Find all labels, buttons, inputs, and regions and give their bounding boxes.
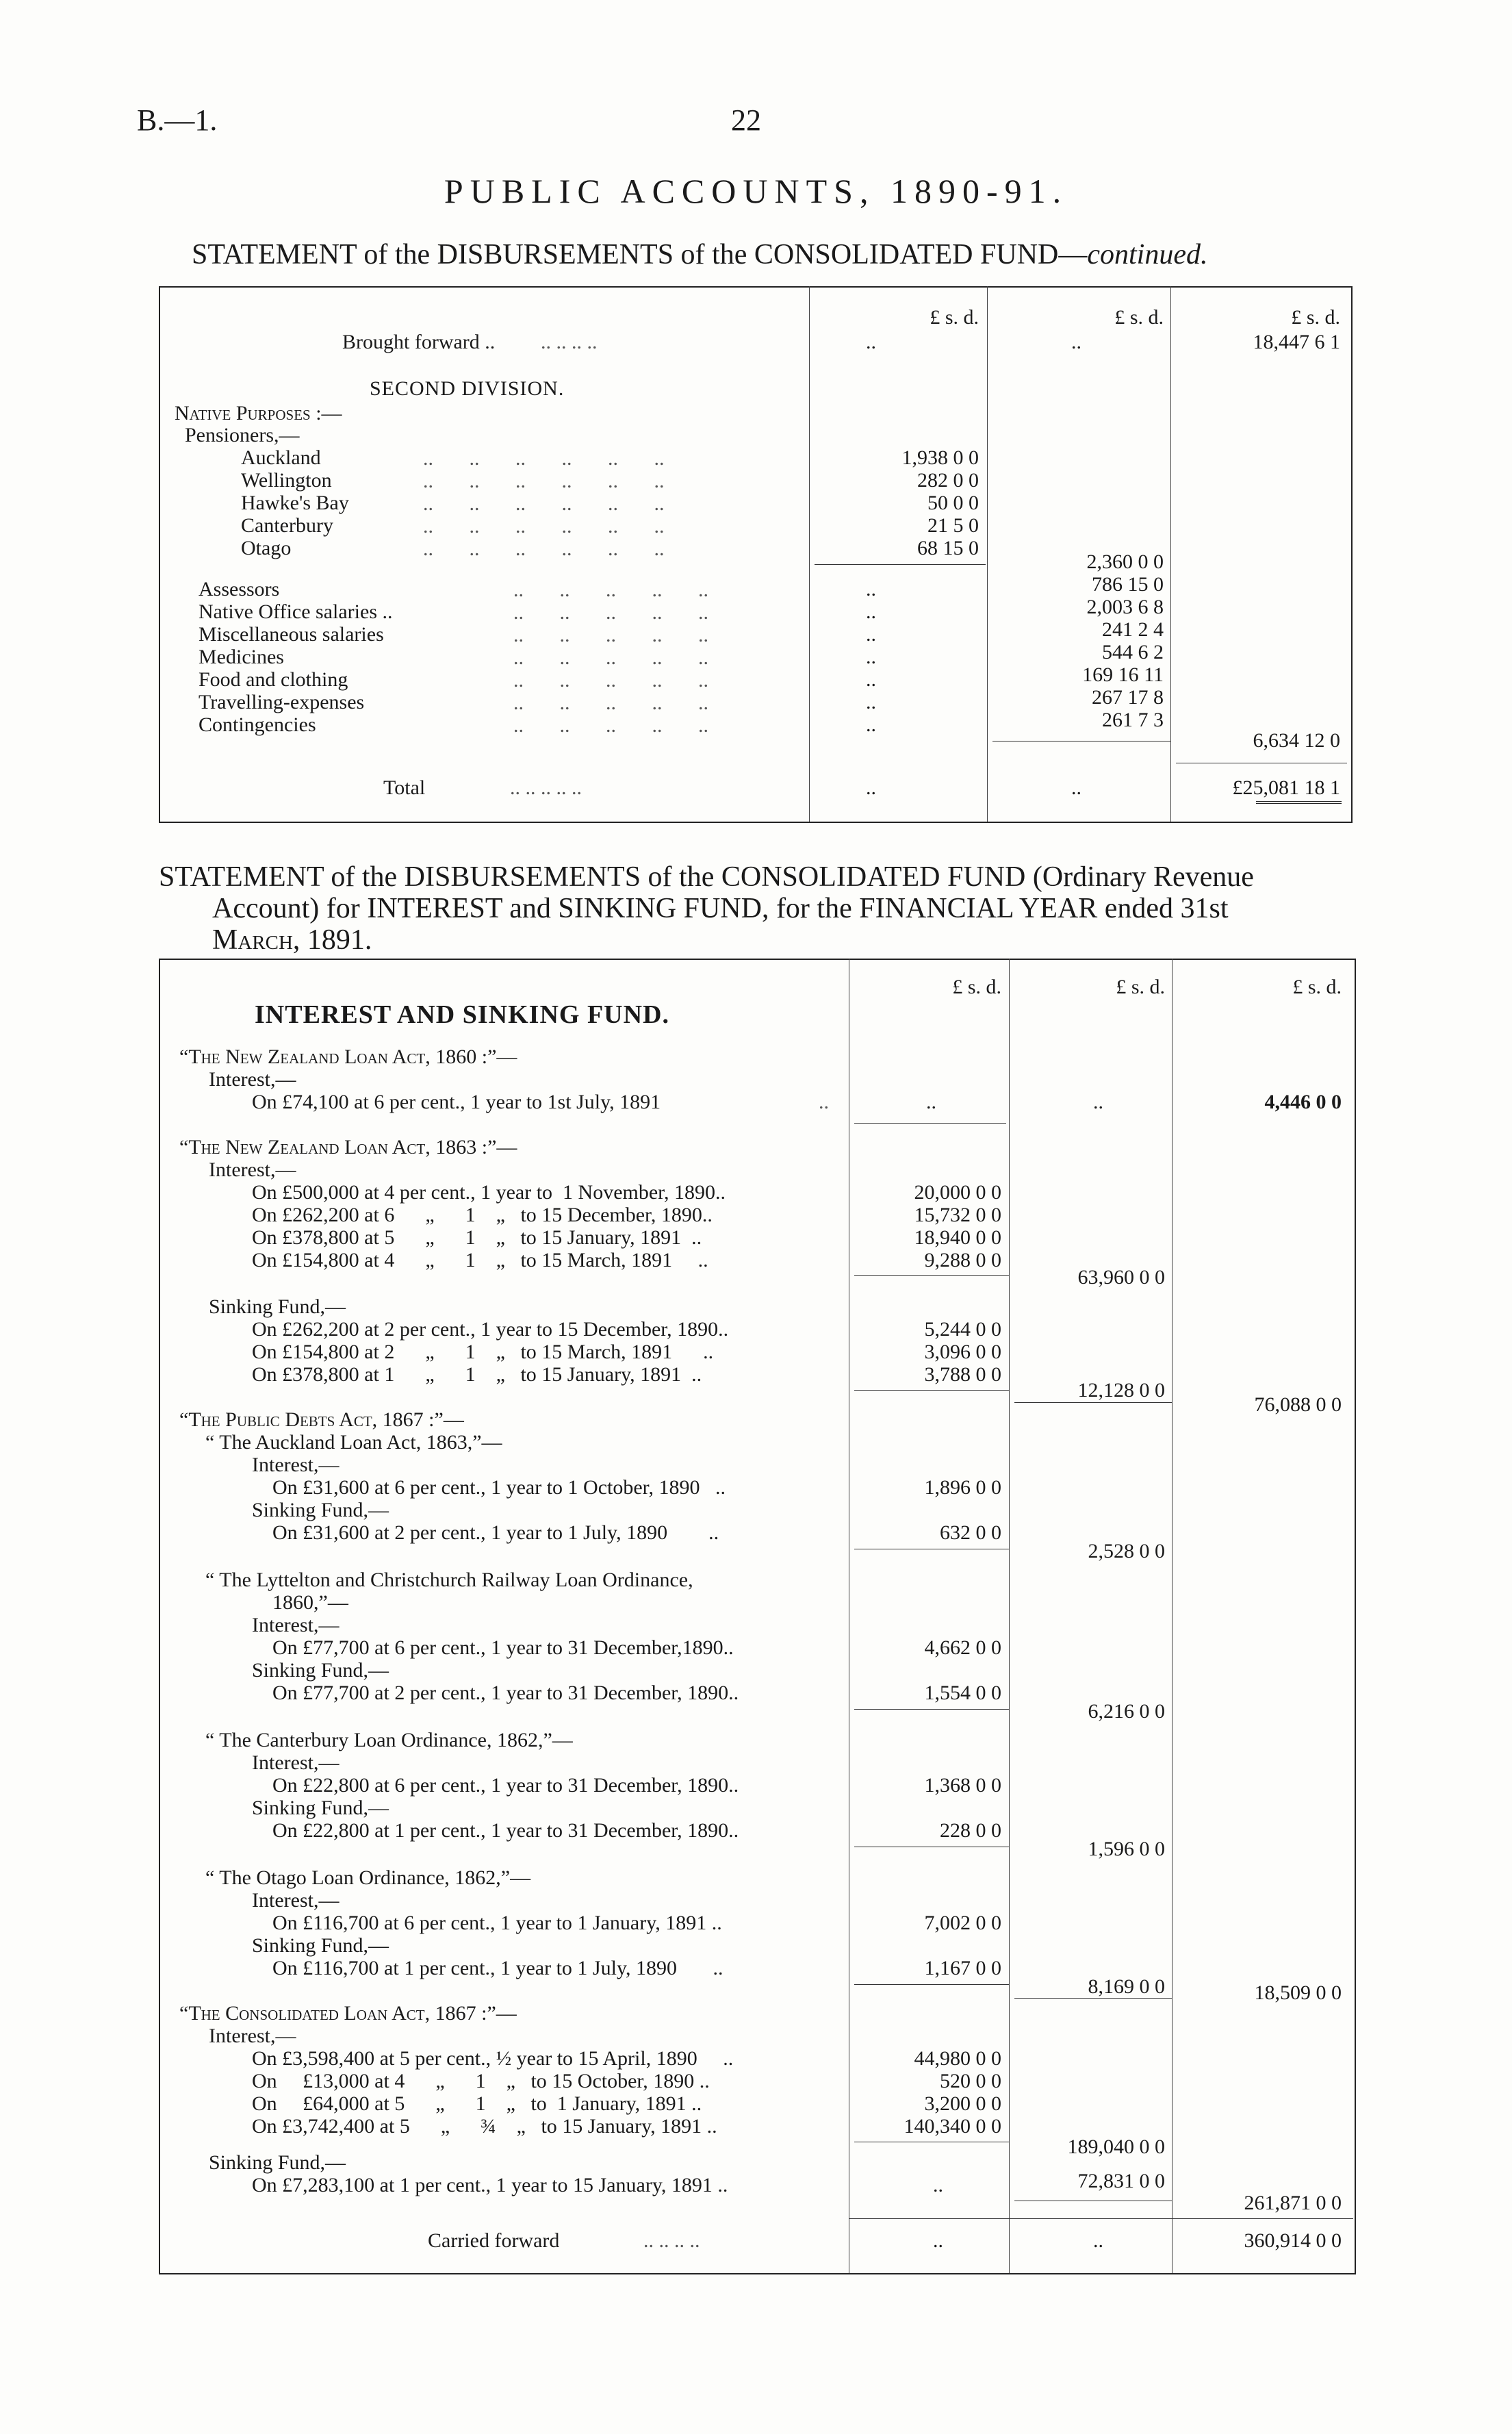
total-c2: .. — [1071, 776, 1081, 799]
total-c1: .. — [866, 776, 876, 799]
section2-col-divider — [1172, 959, 1173, 2273]
pensioners-heading: Pensioners,— — [185, 424, 300, 446]
expense-label: Travelling-expenses — [198, 691, 365, 713]
subtotal-rule — [815, 564, 986, 565]
pension-amount: 1,938 0 0 — [901, 446, 979, 469]
loan-line: On £154,800 at 4 „ 1 „ to 15 March, 1891 .. — [252, 1249, 708, 1271]
expense-c1: .. — [866, 668, 876, 691]
loan-line: On £22,800 at 1 per cent., 1 year to 31 December, 1890.. — [272, 1819, 739, 1842]
ordinance-name: “ The Canterbury Loan Ordinance, 1862,”— — [205, 1729, 573, 1751]
pension-amount: 282 0 0 — [917, 469, 979, 492]
carried-forward-label: Carried forward — [428, 2229, 560, 2252]
act-total: 76,088 0 0 — [1254, 1393, 1342, 1416]
loan-amount: 3,200 0 0 — [924, 2092, 1001, 2115]
act-heading: “The Public Debts Act, 1867 :”— — [179, 1408, 464, 1431]
section1-col-divider — [809, 286, 810, 822]
interest-heading: Interest,— — [252, 1751, 339, 1774]
expense-amount: 241 2 4 — [1102, 618, 1164, 641]
leader-dots: .. .. .. .. — [643, 2229, 700, 2252]
expense-c1: .. — [866, 623, 876, 646]
ordinance-name: “ The Lyttelton and Christchurch Railway Loan Ordinance, — [205, 1569, 693, 1591]
act-total: 261,871 0 0 — [1244, 2192, 1342, 2214]
interest-heading: Interest,— — [209, 1068, 296, 1091]
loan-line: On £74,100 at 6 per cent., 1 year to 1st July, 1891 — [252, 1091, 661, 1113]
loan-line: On £77,700 at 6 per cent., 1 year to 31 December,1890.. — [272, 1636, 734, 1659]
act-heading: “The New Zealand Loan Act, 1860 :”— — [179, 1045, 517, 1068]
sinking-heading: Sinking Fund,— — [252, 1659, 389, 1682]
page-number: 22 — [731, 103, 761, 137]
section1-col-head-1: £ s. d. — [930, 306, 979, 329]
leader-dots: .. .. .. .. .. .. .. .. .. .. .. .. .. .. .. .. .. .. .. .. .. .. .. .. .. .. .. .. .. .. — [423, 447, 665, 560]
pension-label: Hawke's Bay — [241, 492, 349, 514]
ordinance-name: 1860,”— — [272, 1591, 348, 1614]
loan-line: On £77,700 at 2 per cent., 1 year to 31 December, 1890.. — [272, 1682, 739, 1704]
expense-c1: .. — [866, 646, 876, 668]
section2-title — [159, 861, 1357, 956]
loan-amount: 3,788 0 0 — [924, 1363, 1001, 1386]
loan-amount: 1,167 0 0 — [924, 1957, 1001, 1979]
expense-amount: 544 6 2 — [1102, 641, 1164, 663]
loan-amount: 3,096 0 0 — [924, 1341, 1001, 1363]
expense-c1: .. — [866, 713, 876, 736]
row-rule — [854, 1123, 1006, 1124]
ordinance-total: 8,169 0 0 — [1088, 1975, 1165, 1998]
sinking-heading: Sinking Fund,— — [252, 1934, 389, 1957]
loan-amount: 72,831 0 0 — [1077, 2170, 1165, 2192]
section1-col-head-2: £ s. d. — [1114, 306, 1164, 329]
loan-line: On £500,000 at 4 per cent., 1 year to 1 November, 1890.. — [252, 1181, 726, 1204]
loan-amount: 1,896 0 0 — [924, 1476, 1001, 1499]
expense-c1: .. — [866, 578, 876, 600]
loan-c1: .. — [926, 1091, 936, 1113]
loan-line: On £3,742,400 at 5 „ ¾ „ to 15 January, 1891 .. — [252, 2115, 717, 2138]
loan-amount: 44,980 0 0 — [914, 2047, 1001, 2070]
ordinance-name: “ The Otago Loan Ordinance, 1862,”— — [205, 1866, 531, 1889]
loan-line: On £7,283,100 at 1 per cent., 1 year to 15 January, 1891 .. — [252, 2174, 728, 2196]
pension-amount: 21 5 0 — [927, 514, 979, 537]
section2-col-head-3: £ s. d. — [1292, 976, 1342, 998]
loan-line: On £116,700 at 6 per cent., 1 year to 1 January, 1891 .. — [272, 1912, 722, 1934]
expense-amount: 267 17 8 — [1092, 686, 1164, 709]
pension-amount: 50 0 0 — [927, 492, 979, 514]
expense-amount: 261 7 3 — [1102, 709, 1164, 731]
expense-amount: 786 15 0 — [1092, 573, 1164, 596]
loan-line: On £378,800 at 1 „ 1 „ to 15 January, 1891 .. — [252, 1363, 702, 1386]
expense-label: Assessors — [198, 578, 280, 600]
section2-col-divider — [1009, 959, 1010, 2273]
act-total: 18,509 0 0 — [1254, 1981, 1342, 2004]
loan-line: On £13,000 at 4 „ 1 „ to 15 October, 1890 .. — [252, 2070, 710, 2092]
section1-title-continued: continued. — [1087, 239, 1208, 270]
loan-line: On £31,600 at 6 per cent., 1 year to 1 October, 1890 .. — [272, 1476, 726, 1499]
loan-line: On £64,000 at 5 „ 1 „ to 1 January, 1891 .. — [252, 2092, 702, 2115]
brought-forward-c2: .. — [1071, 331, 1081, 353]
loan-amount: 18,940 0 0 — [914, 1226, 1001, 1249]
carried-forward-c2: .. — [1093, 2229, 1103, 2252]
loan-amount: 1,554 0 0 — [924, 1682, 1001, 1704]
brought-forward-total: 18,447 6 1 — [1253, 331, 1340, 353]
document-code: B.—1. — [137, 103, 218, 137]
section-rule — [849, 2218, 1353, 2219]
loan-amount: 9,288 0 0 — [924, 1249, 1001, 1271]
loan-c2: .. — [1093, 1091, 1103, 1113]
section-total: 6,634 12 0 — [1253, 729, 1340, 752]
pensions-total: 2,360 0 0 — [1086, 550, 1164, 573]
section2-title-line: March, 1891. — [212, 924, 372, 956]
pension-label: Otago — [241, 537, 292, 559]
section2-title-line: Account) for INTEREST and SINKING FUND, for the FINANCIAL YEAR ended 31st — [212, 893, 1229, 924]
ordinance-name: “ The Auckland Loan Act, 1863,”— — [205, 1431, 502, 1454]
sinking-heading: Sinking Fund,— — [209, 2151, 346, 2174]
interest-heading: Interest,— — [209, 1158, 296, 1181]
act-total: 4,446 0 0 — [1264, 1091, 1342, 1113]
section1-col-head-3: £ s. d. — [1291, 306, 1340, 329]
subtotal-rule — [854, 1709, 1009, 1710]
pension-label: Canterbury — [241, 514, 333, 537]
expense-label: Native Office salaries .. — [198, 600, 393, 623]
subtotal-rule — [854, 1390, 1009, 1391]
leader-dots: .. .. .. .. .. .. .. .. .. .. .. .. .. .. .. .. .. .. .. .. .. .. .. .. .. .. .. .. .. .. .. .. .. .. .. — [513, 579, 708, 737]
expense-label: Contingencies — [198, 713, 316, 736]
section1-table — [159, 286, 1353, 823]
expense-amount: 2,003 6 8 — [1086, 596, 1164, 618]
sinking-heading: Sinking Fund,— — [252, 1499, 389, 1521]
loan-amount: 632 0 0 — [940, 1521, 1001, 1544]
expense-label: Miscellaneous salaries — [198, 623, 384, 646]
loan-line: On £154,800 at 2 „ 1 „ to 15 March, 1891 .. — [252, 1341, 714, 1363]
interest-subtotal: 63,960 0 0 — [1077, 1266, 1165, 1289]
interest-subtotal: 189,040 0 0 — [1067, 2135, 1165, 2158]
section1-col-divider — [987, 286, 988, 822]
brought-forward-c1: .. — [866, 331, 876, 353]
carried-forward-total: 360,914 0 0 — [1244, 2229, 1342, 2252]
leader-dots: .. — [819, 1091, 829, 1113]
interest-heading: Interest,— — [252, 1614, 339, 1636]
loan-amount: 1,368 0 0 — [924, 1774, 1001, 1797]
expense-c1: .. — [866, 691, 876, 713]
loan-amount: 15,732 0 0 — [914, 1204, 1001, 1226]
section1-title-main: STATEMENT of the DISBURSEMENTS of the CONSOLIDATED FUND— — [192, 239, 1088, 270]
interest-heading: Interest,— — [252, 1889, 339, 1912]
native-purposes-heading: Native Purposes :— — [175, 402, 342, 424]
section2-heading: INTEREST AND SINKING FUND. — [255, 1000, 669, 1029]
brought-forward-label: Brought forward .. — [342, 331, 496, 353]
loan-amount: 20,000 0 0 — [914, 1181, 1001, 1204]
loan-line: On £116,700 at 1 per cent., 1 year to 1 July, 1890 .. — [272, 1957, 723, 1979]
total-label: Total — [383, 776, 426, 799]
section2-col-head-1: £ s. d. — [952, 976, 1001, 998]
loan-line: On £22,800 at 6 per cent., 1 year to 31 December, 1890.. — [272, 1774, 739, 1797]
subtotal-rule — [854, 1275, 1009, 1276]
division-heading: SECOND DIVISION. — [370, 377, 565, 400]
loan-amount: 140,340 0 0 — [904, 2115, 1001, 2138]
act-heading: “The New Zealand Loan Act, 1863 :”— — [179, 1136, 517, 1158]
ordinance-total: 1,596 0 0 — [1088, 1838, 1165, 1860]
subtotal-rule — [854, 1984, 1009, 1985]
act-heading: “The Consolidated Loan Act, 1867 :”— — [179, 2002, 517, 2025]
section1-col-divider — [1170, 286, 1171, 822]
expense-label: Food and clothing — [198, 668, 348, 691]
leader-dots: .. .. .. .. .. — [510, 776, 582, 799]
ordinance-total: 6,216 0 0 — [1088, 1700, 1165, 1723]
loan-amount: 520 0 0 — [940, 2070, 1001, 2092]
leader-dots: .. .. .. .. — [541, 331, 598, 353]
sinking-heading: Sinking Fund,— — [252, 1797, 389, 1819]
expense-label: Medicines — [198, 646, 284, 668]
pension-amount: 68 15 0 — [917, 537, 979, 559]
grand-total: £25,081 18 1 — [1232, 776, 1340, 799]
pension-label: Wellington — [241, 469, 332, 492]
loan-line: On £262,200 at 6 „ 1 „ to 15 December, 1890.. — [252, 1204, 713, 1226]
interest-heading: Interest,— — [252, 1454, 339, 1476]
loan-line: On £31,600 at 2 per cent., 1 year to 1 July, 1890 .. — [272, 1521, 719, 1544]
interest-heading: Interest,— — [209, 2025, 296, 2047]
section2-title-line: STATEMENT of the DISBURSEMENTS of the CONSOLIDATED FUND (Ordinary Revenue — [159, 861, 1254, 893]
loan-line: On £3,598,400 at 5 per cent., ½ year to 15 April, 1890 .. — [252, 2047, 734, 2070]
expense-amount: 169 16 11 — [1082, 663, 1164, 686]
subtotal-rule — [1014, 1402, 1172, 1403]
loan-c1: .. — [933, 2174, 943, 2196]
loan-amount: 4,662 0 0 — [924, 1636, 1001, 1659]
loan-amount: 228 0 0 — [940, 1819, 1001, 1842]
section2-col-head-2: £ s. d. — [1116, 976, 1165, 998]
ordinance-total: 2,528 0 0 — [1088, 1540, 1165, 1562]
carried-forward-c1: .. — [933, 2229, 943, 2252]
sinking-subtotal: 12,128 0 0 — [1077, 1379, 1165, 1402]
section1-title — [192, 238, 1207, 271]
expense-c1: .. — [866, 600, 876, 623]
pension-label: Auckland — [241, 446, 321, 469]
loan-line: On £378,800 at 5 „ 1 „ to 15 January, 1891 .. — [252, 1226, 702, 1249]
loan-amount: 5,244 0 0 — [924, 1318, 1001, 1341]
document-title: PUBLIC ACCOUNTS, 1890-91. — [444, 172, 1068, 210]
sinking-heading: Sinking Fund,— — [209, 1295, 346, 1318]
subtotal-rule — [1014, 1998, 1172, 1999]
double-rule — [1256, 801, 1342, 804]
loan-amount: 7,002 0 0 — [924, 1912, 1001, 1934]
loan-line: On £262,200 at 2 per cent., 1 year to 15 December, 1890.. — [252, 1318, 729, 1341]
